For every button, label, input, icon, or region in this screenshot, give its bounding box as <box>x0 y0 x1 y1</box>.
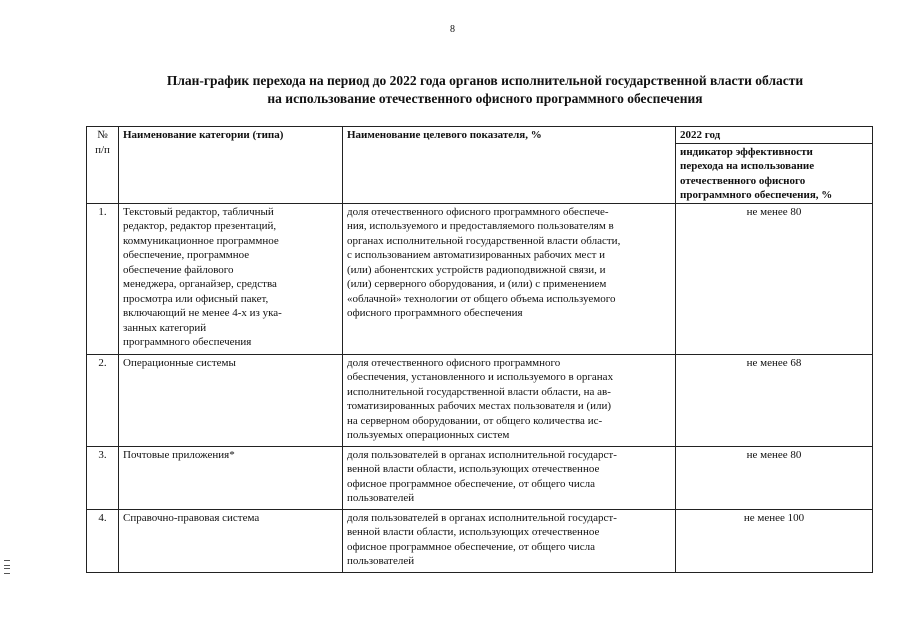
row-value: не менее 80 <box>676 446 873 509</box>
document-title: План-график перехода на период до 2022 года органов исполнительной государственной власти области на использование отечественного офисного программного обеспечения <box>166 73 804 106</box>
header-efficiency: индикатор эффективности перехода на использование отечественного офисного программного обеспечения, % <box>676 143 873 203</box>
header-category: Наименование категории (типа) <box>119 127 343 204</box>
row-num: 2. <box>87 354 119 446</box>
header-year: 2022 год <box>676 127 873 144</box>
transition-schedule-table <box>86 126 873 573</box>
row-value: не менее 80 <box>676 203 873 354</box>
row-category: Почтовые приложения* <box>119 446 343 509</box>
row-category: Справочно-правовая система <box>119 509 343 572</box>
row-num: 1. <box>87 203 119 354</box>
header-indicator: Наименование целевого показателя, % <box>343 127 676 204</box>
header-num: № п/п <box>87 127 119 204</box>
row-value: не менее 100 <box>676 509 873 572</box>
table-row <box>87 509 873 572</box>
row-num: 3. <box>87 446 119 509</box>
scan-artifact <box>4 560 10 574</box>
row-indicator: доля отечественного офисного программного обеспече- ния, используемого и предоставляемого пользователям в органах исполнительной государственной власти области, с использованием автоматизированных рабочих мест и (или) абонентских устройств радиоподвижной связи, и (или) серверного оборудования, и (или) с применением «облачной» технологии от общего объема используемого офисного программного обеспечения <box>343 203 676 354</box>
row-indicator: доля отечественного офисного программного обеспечения, установленного и используемого в органах исполнительной государственной власти области, на ав- томатизированных рабочих местах пользователя и (или) на серверном оборудовании, от общего количества ис- пользуемых операционных систем <box>343 354 676 446</box>
page-number: 8 <box>450 24 455 35</box>
table-row <box>87 354 873 446</box>
table-header-row <box>87 127 873 144</box>
row-value: не менее 68 <box>676 354 873 446</box>
row-category: Текстовый редактор, табличный редактор, редактор презентаций, коммуникационное программное обеспечение, программное обеспечение файлового менеджера, органайзер, средства просмотра или офисный пакет, включающий не менее 4-х из ука- занных категорий программного обеспечения <box>119 203 343 354</box>
table-row <box>87 446 873 509</box>
row-indicator: доля пользователей в органах исполнительной государст- венной власти области, использующих отечественное офисное программное обеспечение, от общего числа пользователей <box>343 446 676 509</box>
table-row <box>87 203 873 354</box>
row-indicator: доля пользователей в органах исполнительной государст- венной власти области, использующих отечественное офисное программное обеспечение, от общего числа пользователей <box>343 509 676 572</box>
row-category: Операционные системы <box>119 354 343 446</box>
row-num: 4. <box>87 509 119 572</box>
